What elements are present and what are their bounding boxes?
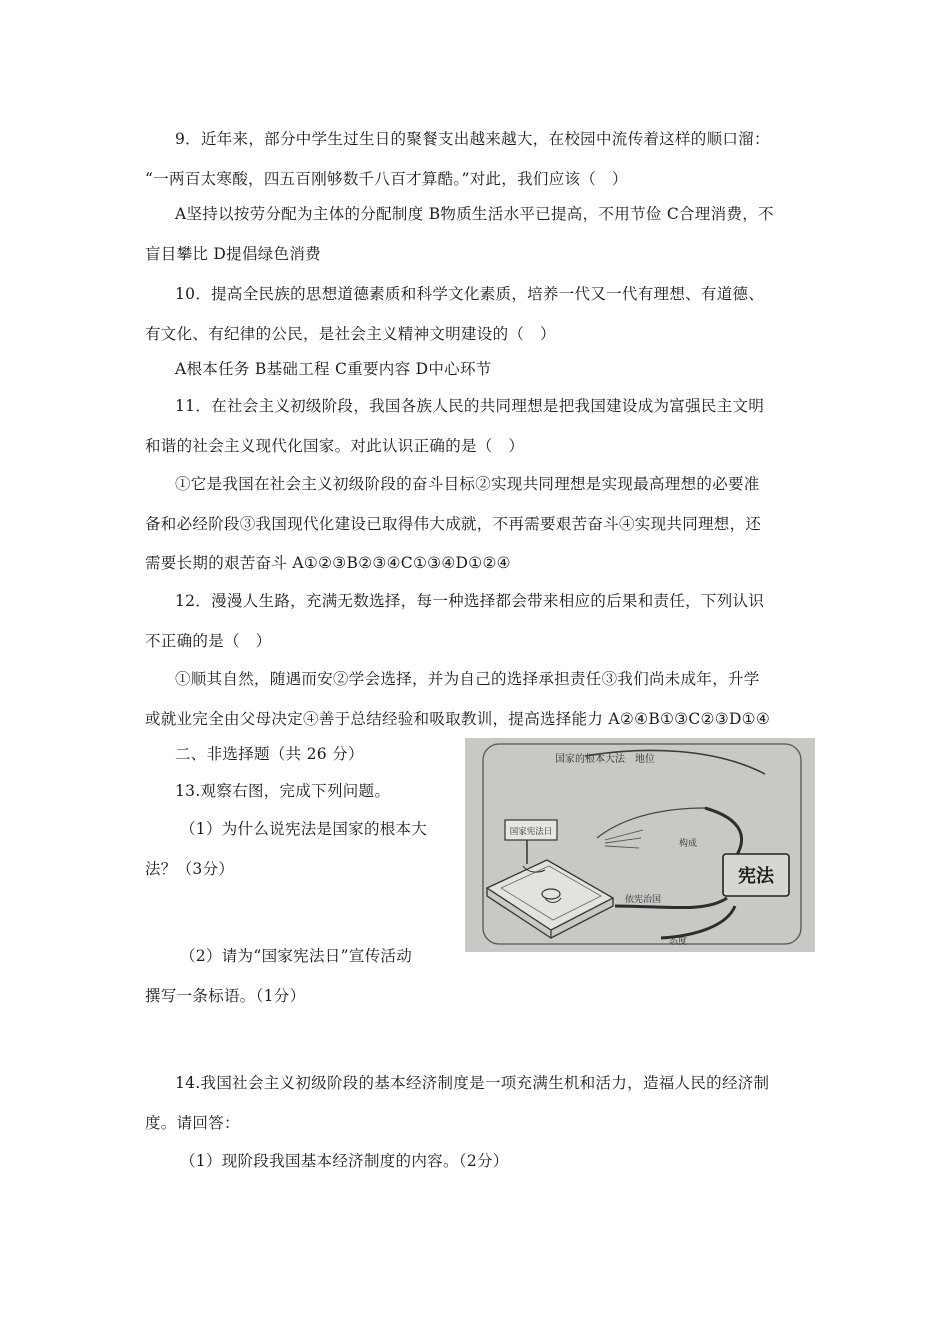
top-label: 国家的根本大法 地位 bbox=[555, 754, 655, 765]
compose-label: 构成 bbox=[679, 839, 698, 849]
q9-stem-line2: “一两百太寒酸，四五百刚够数千八百才算酷。”对此，我们应该（ ） bbox=[145, 170, 628, 188]
q13-sub1-line2: 法？（3分） bbox=[145, 860, 235, 878]
q11-stem-line2: 和谐的社会主义现代化国家。对此认识正确的是（ ） bbox=[145, 437, 525, 455]
q10-stem-line2: 有文化、有纪律的公民，是社会主义精神文明建设的（ ） bbox=[145, 325, 556, 343]
sign-label: 国家宪法日 bbox=[509, 827, 553, 837]
q13-sub2-line1: （2）请为“国家宪法日”宣传活动 bbox=[180, 947, 413, 965]
mind-map-svg bbox=[465, 738, 815, 952]
q12-options-line1: ①顺其自然，随遇而安②学会选择，并为自己的选择承担责任③我们尚未成年，升学 bbox=[175, 670, 760, 688]
figure-background bbox=[465, 738, 815, 952]
rule-label: 依宪治国 bbox=[625, 895, 662, 905]
q9-options-line1: A坚持以按劳分配为主体的分配制度 B物质生活水平已提高，不用节俭 C合理消费，不 bbox=[175, 205, 774, 223]
q11-options-line2: 备和必经阶段③我国现代化建设已取得伟大成就，不再需要艰苦奋斗④实现共同理想，还 bbox=[145, 515, 762, 533]
constitution-mind-map-figure bbox=[465, 738, 815, 952]
q13-sub2-line2: 撰写一条标语。（1分） bbox=[145, 987, 306, 1005]
q10-options: A根本任务 B基础工程 C重要内容 D中心环节 bbox=[175, 360, 492, 378]
q12-stem-line2: 不正确的是（ ） bbox=[145, 632, 272, 650]
q14-sub1: （1）现阶段我国基本经济制度的内容。（2分） bbox=[180, 1152, 509, 1170]
q9-options-line2: 盲目攀比 D提倡绿色消费 bbox=[145, 245, 321, 263]
q12-stem-line1: 12．漫漫人生路，充满无数选择，每一种选择都会带来相应的后果和责任，下列认识 bbox=[175, 592, 765, 610]
bottom-label: 态度 bbox=[669, 937, 688, 947]
q11-stem-line1: 11．在社会主义初级阶段，我国各族人民的共同理想是把我国建设成为富强民主文明 bbox=[175, 397, 765, 415]
constitution-label: 宪法 bbox=[738, 866, 774, 887]
q10-stem-line1: 10．提高全民族的思想道德素质和科学文化素质，培养一代又一代有理想、有道德、 bbox=[175, 285, 765, 303]
q11-options-line1: ①它是我国在社会主义初级阶段的奋斗目标②实现共同理想是实现最高理想的必要准 bbox=[175, 475, 760, 493]
q9-stem-line1: 9．近年来，部分中学生过生日的聚餐支出越来越大，在校园中流传着这样的顺口溜： bbox=[175, 130, 770, 148]
q12-options-line2: 或就业完全由父母决定④善于总结经验和吸取教训，提高选择能力 A②④B①③C②③D①④ bbox=[145, 710, 771, 728]
section-title: 二、非选择题（共 26 分） bbox=[175, 745, 364, 763]
q13-intro: 13.观察右图，完成下列问题。 bbox=[175, 782, 391, 800]
q11-options-line3: 需要长期的艰苦奋斗 A①②③B②③④C①③④D①②④ bbox=[145, 554, 511, 572]
q14-stem-line1: 14.我国社会主义初级阶段的基本经济制度是一项充满生机和活力，造福人民的经济制 bbox=[175, 1074, 770, 1092]
q14-stem-line2: 度。请回答： bbox=[145, 1114, 240, 1132]
q13-sub1-line1: （1）为什么说宪法是国家的根本大 bbox=[180, 820, 428, 838]
